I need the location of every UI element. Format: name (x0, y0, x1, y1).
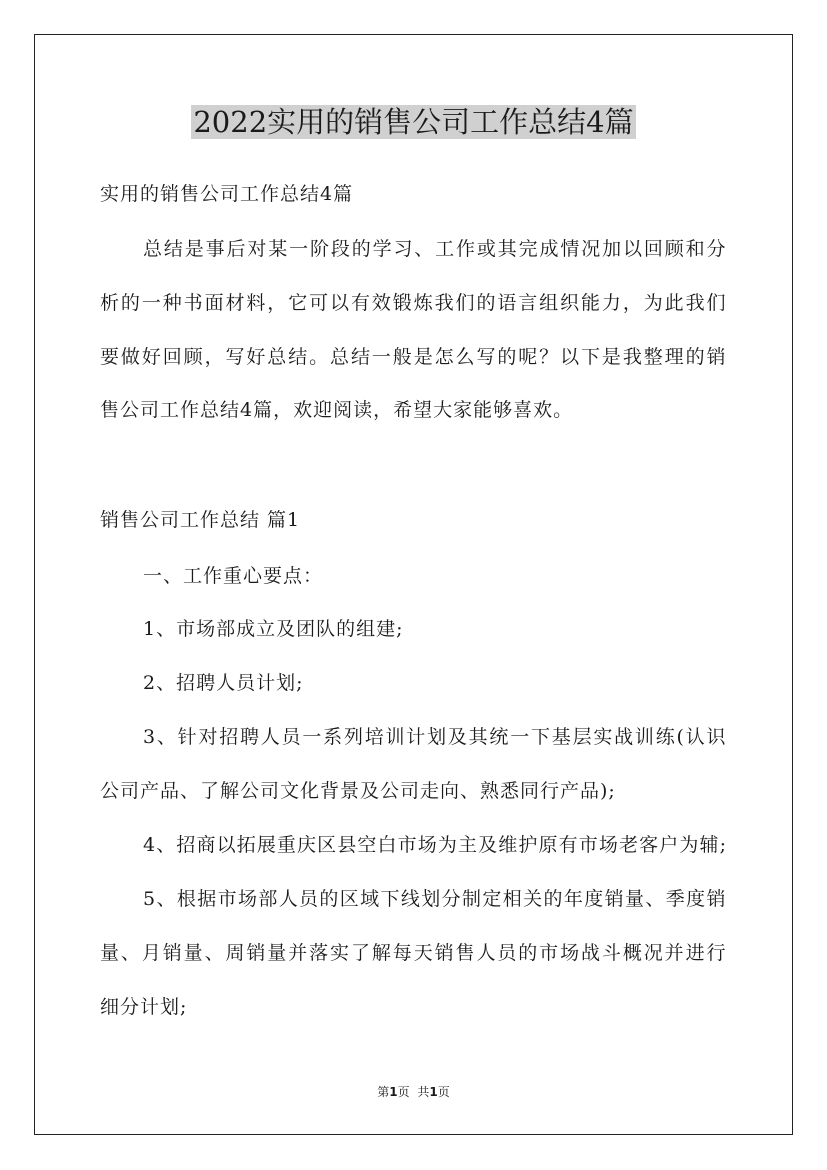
list-item-4: 4、招商以拓展重庆区县空白市场为主及维护原有市场老客户为辅; (143, 834, 726, 856)
list-item-2: 2、招聘人员计划; (143, 672, 304, 694)
list-item-3-line-1: 3、针对招聘人员一系列培训计划及其统一下基层实战训练(认识 (143, 726, 726, 748)
footer-total-prefix: 共 (417, 1085, 430, 1099)
intro-line-3: 要做好回顾，写好总结。总结一般是怎么写的呢？以下是我整理的销 (100, 346, 726, 368)
document-title (0, 100, 827, 144)
footer-page-prefix: 第 (377, 1085, 390, 1099)
list-item-1: 1、市场部成立及团队的组建; (143, 618, 404, 640)
intro-line-1: 总结是事后对某一阶段的学习、工作或其完成情况加以回顾和分 (143, 238, 726, 260)
footer-page-number: 1 (389, 1085, 398, 1099)
document-subtitle: 实用的销售公司工作总结4篇 (100, 183, 354, 205)
list-item-5-line-2: 量、月销量、周销量并落实了解每天销售人员的市场战斗概况并进行 (100, 942, 726, 964)
list-item-3-line-2: 公司产品、了解公司文化背景及公司走向、熟悉同行产品); (100, 780, 616, 802)
page-footer (0, 1084, 827, 1100)
footer-total-suffix: 页 (437, 1085, 450, 1099)
list-item-5-line-3: 细分计划; (100, 996, 188, 1018)
list-item-5-line-1: 5、根据市场部人员的区域下线划分制定相关的年度销量、季度销 (143, 888, 726, 910)
footer-page-suffix: 页 (397, 1085, 410, 1099)
list-heading: 一、工作重心要点： (143, 565, 324, 587)
section-heading: 销售公司工作总结 篇1 (100, 509, 301, 531)
footer-total-number: 1 (429, 1085, 438, 1099)
intro-line-4: 售公司工作总结4篇，欢迎阅读，希望大家能够喜欢。 (100, 399, 574, 421)
intro-line-2: 析的一种书面材料，它可以有效锻炼我们的语言组织能力，为此我们 (100, 292, 726, 314)
document-title-text: 2022实用的销售公司工作总结4篇 (193, 105, 634, 139)
